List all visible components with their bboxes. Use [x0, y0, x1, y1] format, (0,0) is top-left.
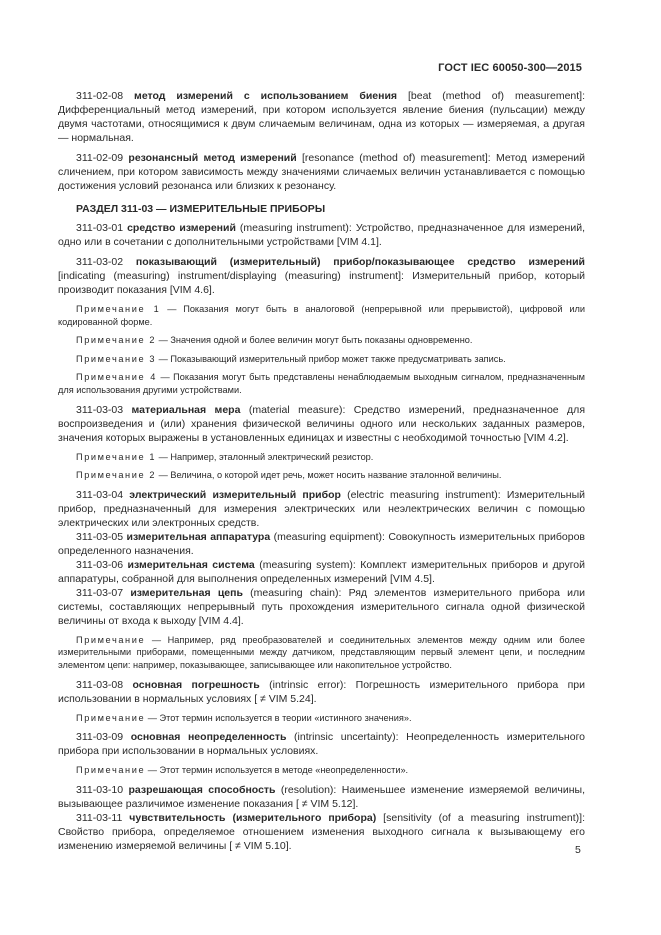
note — [58, 634, 585, 672]
term-name: измерительная цепь — [130, 586, 243, 599]
term-definition: (electric measuring instrument): Измерительный прибор, предназначенный для измерения электрических или неэлектрических величин с помощью электрических или электронных средств. — [58, 488, 585, 529]
term-entry — [58, 221, 585, 249]
term-definition: (intrinsic error): Погрешность измерительного прибора при использовании в нормальных условиях [ ≠ VIM 5.24]. — [58, 678, 585, 705]
term-number: 311-03-01 — [76, 222, 124, 234]
note-label: Примечание — [76, 765, 146, 776]
note-label: Примечание 1 — [76, 451, 157, 462]
note — [58, 469, 585, 482]
term-number: 311-03-06 — [76, 558, 124, 571]
note-text: — Величина, о которой идет речь, может носить название эталонной величины. — [156, 470, 502, 481]
term-name: измерительная аппаратура — [126, 530, 271, 543]
note-text: — Показания могут быть представлены ненаблюдаемым выходным сигналом, предназначенным для использования другими устройствами. — [58, 372, 586, 395]
term-entry — [58, 530, 585, 558]
term-number: 311-02-09 — [76, 152, 124, 164]
term-entry — [58, 678, 585, 706]
term-name: резонансный метод измерений — [128, 152, 297, 164]
term-definition: (measuring instrument): Устройство, предназначенное для измерений, одно или в сочетании с дополнительными устройствами [VIM 4.1]. — [58, 222, 585, 248]
note — [58, 451, 585, 464]
term-number: 311-03-02 — [76, 256, 124, 268]
page-number: 5 — [575, 844, 581, 856]
term-number: 311-03-07 — [76, 586, 124, 599]
term-name: электрический измерительный прибор — [129, 488, 341, 501]
term-number: 311-03-10 — [76, 783, 124, 796]
term-number: 311-03-08 — [76, 678, 124, 691]
term-definition: (measuring system): Комплект измерительных приборов и другой аппаратуры, собранной для выполнения определенных измерений [VIM 4.5]. — [58, 558, 585, 585]
note-label: Примечание — [76, 712, 146, 723]
term-number: 311-02-08 — [76, 90, 124, 102]
note — [58, 334, 585, 347]
term-number: 311-03-05 — [76, 530, 124, 543]
section-title: РАЗДЕЛ 311-03 — ИЗМЕРИТЕЛЬНЫЕ ПРИБОРЫ — [76, 203, 326, 215]
term-number: 311-03-04 — [76, 488, 124, 501]
term-definition: (measuring chain): Ряд элементов измерительного прибора или системы, составляющих непрерывный путь прохождения измерительного сигнала одной физической величины от входа к выходу [VIM 4.4]. — [58, 586, 586, 627]
note-text: — Значения одной и более величин могут быть показаны одновременно. — [156, 335, 473, 346]
note — [58, 712, 585, 725]
term-entry — [58, 811, 585, 853]
term-definition: [beat (method of) measurement]: Дифференциальный метод измерений, при котором используется явление биения (пульсации) между двумя частотами, относящимися к двум сличаемым величинам, одна из которых — измеряемая, а другая — нормальная. — [58, 90, 586, 144]
note-label: Примечание — [76, 634, 146, 645]
term-entry — [58, 255, 585, 297]
note-label: Примечание 3 — [76, 353, 157, 364]
term-entry — [58, 783, 585, 811]
term-entry — [58, 151, 585, 193]
term-entry — [58, 403, 585, 445]
note — [58, 303, 585, 328]
note-text: — Этот термин используется в методе «неопределенности». — [145, 765, 409, 776]
term-name: основная погрешность — [132, 678, 260, 691]
note-text: — Показывающий измерительный прибор может также предусматривать запись. — [156, 353, 506, 364]
note — [58, 371, 585, 396]
term-definition: (intrinsic uncertainty): Неопределенность измерительного прибора при использовании в нормальных условиях. — [58, 731, 586, 758]
term-definition: [indicating (measuring) instrument/displaying (measuring) instrument]: Измерительный прибор, который производит показания [VIM 4.6]. — [58, 270, 585, 296]
term-name: материальная мера — [131, 403, 241, 416]
term-number: 311-03-03 — [76, 403, 124, 416]
note — [58, 764, 585, 777]
term-definition: [sensitivity (of a measuring instrument)]: Свойство прибора, определяемое отношением изменения выходного сигнала к вызывающему его изменению измеряемой величины [ ≠ VIM 5.10]. — [58, 811, 585, 852]
term-entry — [58, 730, 585, 758]
term-entry — [58, 586, 585, 628]
term-definition: (resolution): Наименьшее изменение измеряемой величины, вызывающее различимое изменение показания [ ≠ VIM 5.12]. — [58, 783, 585, 810]
running-header: ГОСТ IEC 60050-300—2015 — [438, 62, 582, 74]
term-name: чувствительность (измерительного прибора) — [129, 811, 377, 824]
note-label: Примечание 2 — [76, 335, 157, 346]
note-text: — Например, ряд преобразователей и соединительных элементов между одним или более измерительными приборами, помещенными между датчиком, представляющим первый элемент цепи, и последним элементом цепи: например, показывающее, записывающее или накопительное устройство. — [58, 634, 585, 670]
term-name: средство измерений — [127, 222, 236, 234]
note-label: Примечание 2 — [76, 470, 157, 481]
term-definition: [resonance (method of) measurement]: Метод измерений сличением, при котором зависимость между значениями сличаемых величин устанавливается с помощью достижения условий резонанса или близких к резонансу. — [58, 152, 586, 192]
term-definition: (measuring equipment): Совокупность измерительных приборов определенного назначения. — [58, 530, 585, 557]
term-entry — [58, 89, 585, 145]
term-entry — [58, 558, 585, 586]
term-number: 311-03-11 — [76, 811, 123, 824]
term-name: основная неопределенность — [130, 731, 287, 744]
note-text: — Например, эталонный электрический резистор. — [156, 451, 374, 462]
term-name: метод измерений с использованием биения — [134, 90, 398, 102]
term-definition: (material measure): Средство измерений, предназначенное для воспроизведения и (или) хранения физической величины одного или нескольких заданных размеров, значения которых выражены в установленных единицах и известны с необходимой точностью [VIM 4.2]. — [58, 403, 585, 444]
note-text: — Показания могут быть в аналоговой (непрерывной или прерывистой), цифровой или кодированной форме. — [58, 304, 586, 327]
page-body — [58, 89, 585, 853]
note — [58, 353, 585, 366]
note-label: Примечание 4 — [76, 372, 157, 383]
note-label: Примечание 1 — [76, 304, 161, 314]
term-name: разрешающая способность — [128, 783, 276, 796]
note-text: — Этот термин используется в теории «истинного значения». — [145, 712, 412, 723]
term-number: 311-03-09 — [76, 731, 124, 744]
term-name: показывающий (измерительный) прибор/показывающее средство измерений — [135, 256, 585, 268]
term-name: измерительная система — [127, 558, 255, 571]
term-entry — [58, 488, 585, 530]
